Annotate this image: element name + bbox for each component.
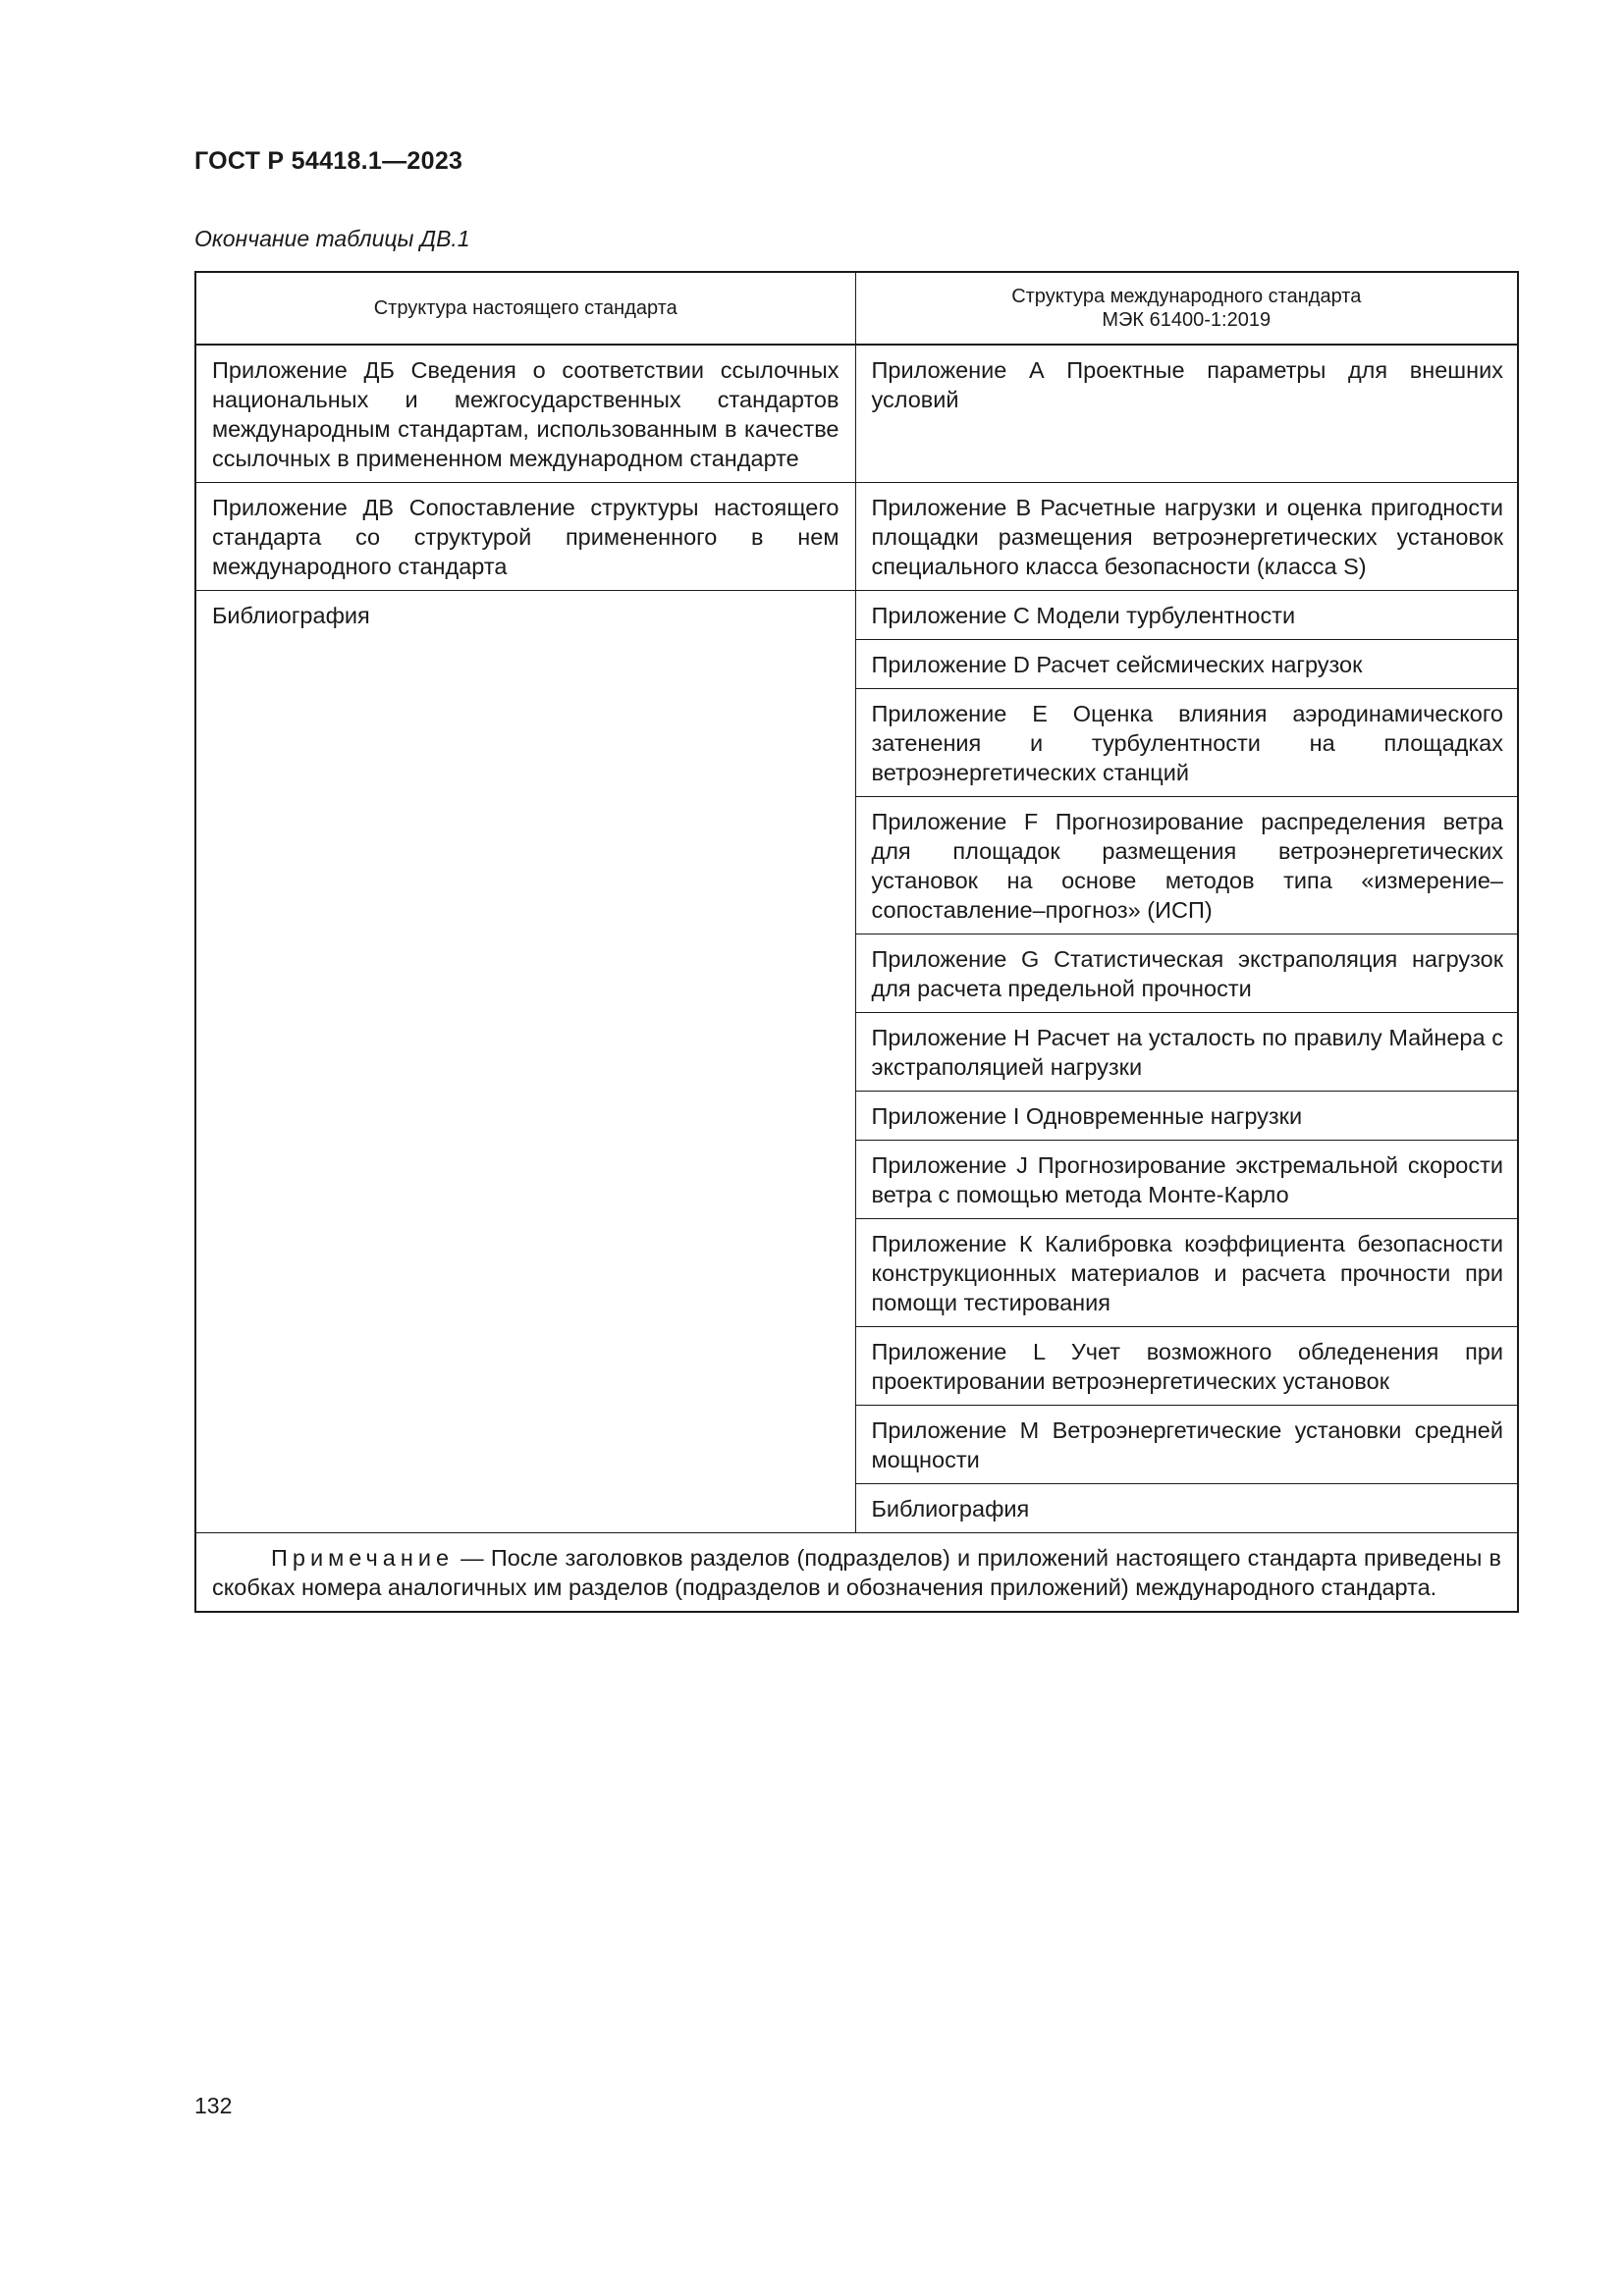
table-cell-national: Приложение ДБ Сведения о соответствии ссылочных национальных и межгосударственных стандартов международным стандартам, использованным в качестве ссылочных в примененном международном стандарте — [195, 345, 855, 483]
table-cell-international: Приложение А Проектные параметры для внешних условий — [855, 345, 1518, 483]
document-code: ГОСТ Р 54418.1—2023 — [194, 147, 463, 175]
table-caption: Окончание таблицы ДВ.1 — [194, 226, 470, 251]
table-cell-international: Приложение М Ветроэнергетические установки средней мощности — [855, 1406, 1518, 1484]
column-header-international-line2: МЭК 61400-1:2019 — [1102, 309, 1272, 331]
table-row — [195, 483, 1518, 591]
structure-comparison-table — [194, 271, 1519, 1613]
table-cell-international: Приложение В Расчетные нагрузки и оценка пригодности площадки размещения ветроэнергетических установок специального класса безопасности (класса S) — [855, 483, 1518, 591]
table-cell-international: Приложение I Одновременные нагрузки — [855, 1092, 1518, 1141]
table-cell-international: Приложение К Калибровка коэффициента безопасности конструкционных материалов и расчета прочности при помощи тестирования — [855, 1219, 1518, 1327]
column-header-international — [855, 272, 1518, 345]
table-cell-national: Приложение ДВ Сопоставление структуры настоящего стандарта со структурой примененного в нем международного стандарта — [195, 483, 855, 591]
table-cell-bibliography-international: Библиография — [855, 1484, 1518, 1533]
table-header-row — [195, 272, 1518, 345]
note-label: Примечание — [271, 1545, 455, 1571]
column-header-national: Структура настоящего стандарта — [195, 272, 855, 345]
table-cell-international: Приложение J Прогнозирование экстремальной скорости ветра с помощью метода Монте-Карло — [855, 1141, 1518, 1219]
table-cell-international: Приложение Н Расчет на усталость по правилу Майнера с экстраполяцией нагрузки — [855, 1013, 1518, 1092]
table-cell-international: Приложение D Расчет сейсмических нагрузок — [855, 640, 1518, 689]
table-cell-international: Приложение Е Оценка влияния аэродинамического затенения и турбулентности на площадках ветроэнергетических станций — [855, 689, 1518, 797]
table-row — [195, 345, 1518, 483]
table-cell-international: Приложение С Модели турбулентности — [855, 591, 1518, 640]
table-cell-international: Приложение L Учет возможного обледенения при проектировании ветроэнергетических установок — [855, 1327, 1518, 1406]
note-text: — После заголовков разделов (подразделов) и приложений настоящего стандарта приведены в скобках номера аналогичных им разделов (подразделов и обозначения приложений) международного стандарта. — [212, 1545, 1501, 1600]
page-number: 132 — [194, 2093, 233, 2118]
table-cell-bibliography-national: Библиография — [195, 591, 855, 1533]
table-note-row — [195, 1533, 1518, 1613]
table-row — [195, 591, 1518, 640]
table-cell-international: Приложение F Прогнозирование распределения ветра для площадок размещения ветроэнергетических установок на основе методов типа «измерение–сопоставление–прогноз» (ИСП) — [855, 797, 1518, 934]
table-cell-international: Приложение G Статистическая экстраполяция нагрузок для расчета предельной прочности — [855, 934, 1518, 1013]
table-note — [195, 1533, 1518, 1613]
column-header-international-line1: Структура международного стандарта — [1011, 286, 1362, 307]
